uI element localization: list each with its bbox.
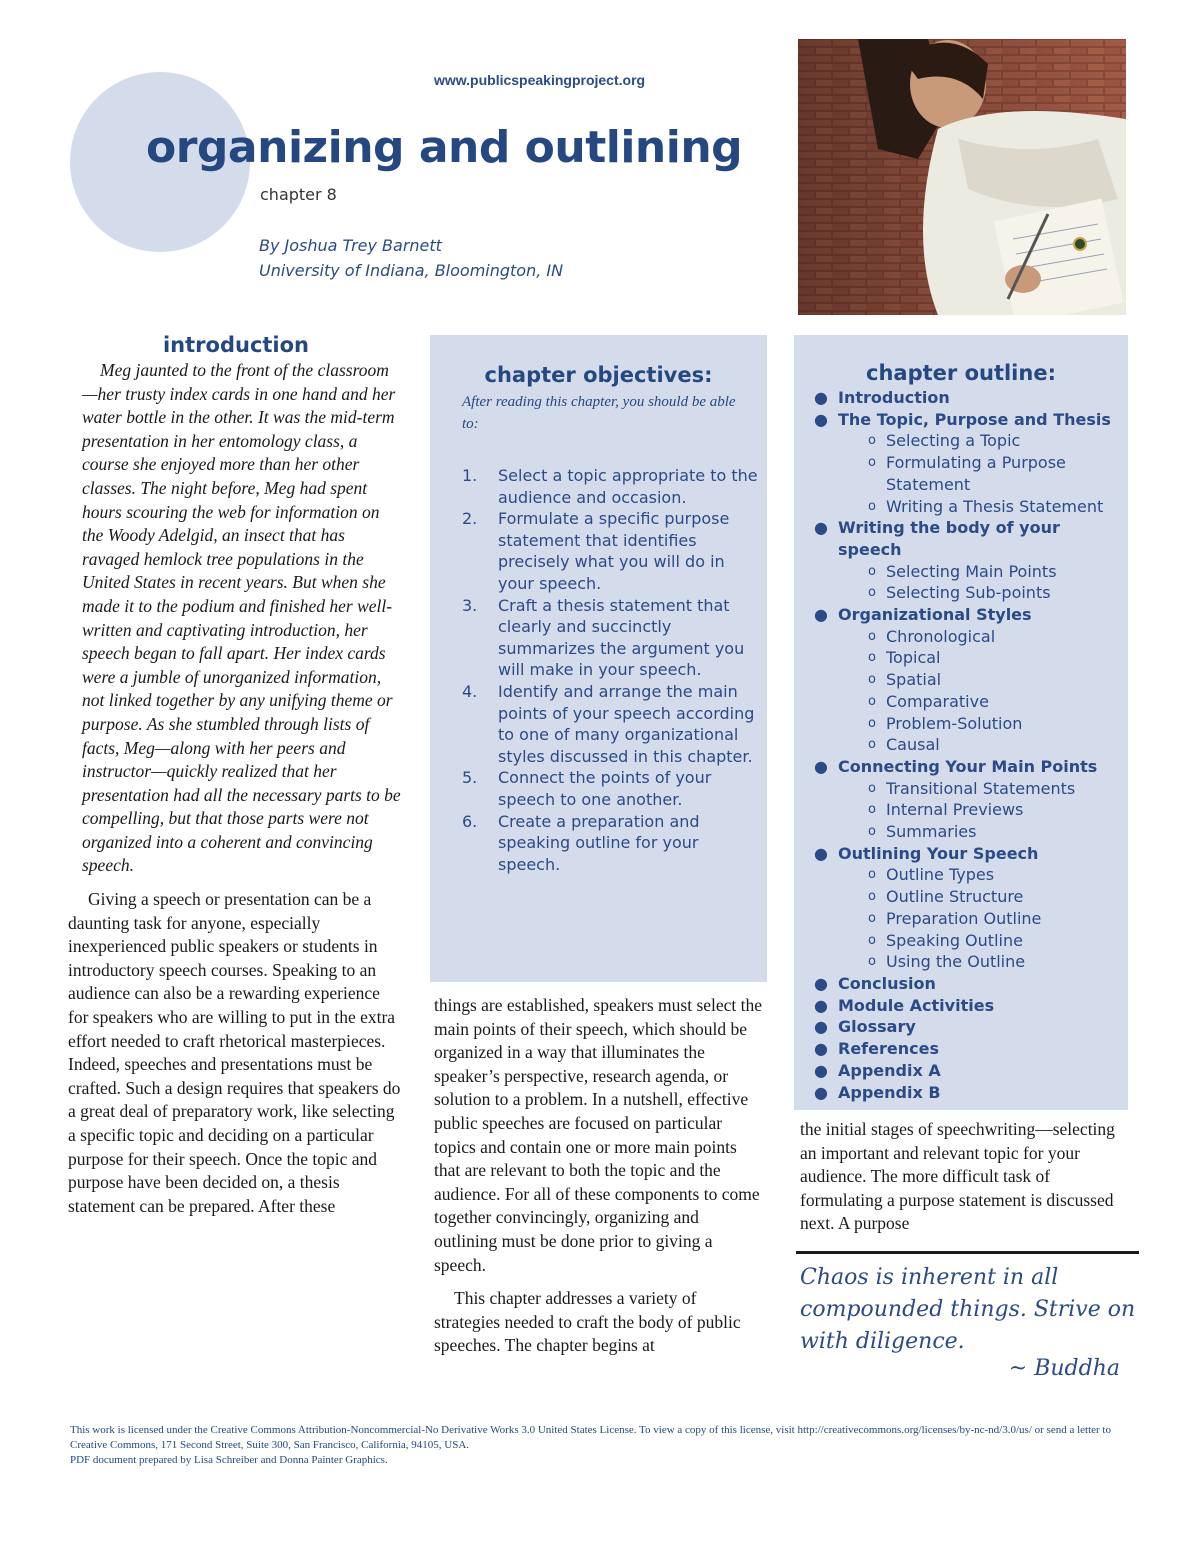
outline-item-label: Glossary bbox=[838, 1017, 916, 1037]
outline-item bbox=[810, 973, 1120, 995]
outline-item bbox=[810, 1060, 1120, 1082]
quote-divider bbox=[796, 1251, 1139, 1254]
objective-text: Select a topic appropriate to the audience and occasion. bbox=[498, 466, 758, 507]
middle-paragraph-1: things are established, speakers must select the main points of their speech, which should be organized in a way that illuminates the speaker’s perspective, research agenda, or solution to a problem. In a nutshell, effective public speeches are focused on particular topics and contain one or more main points that are relevant to both the topic and the audience. For all of these components to come together convincingly, organizing and outlining must be done prior to giving a speech. bbox=[434, 995, 763, 1275]
middle-paragraph-2: This chapter addresses a variety of strategies needed to craft the body of public speeches. The chapter begins at bbox=[434, 1288, 741, 1356]
outline-sublist bbox=[838, 430, 1120, 517]
outline-list bbox=[810, 387, 1120, 1103]
objectives-list bbox=[462, 465, 762, 875]
objective-item bbox=[462, 767, 762, 810]
objective-number: 1. bbox=[462, 466, 478, 485]
outline-item-label: Introduction bbox=[838, 388, 950, 407]
outline-subitem bbox=[838, 821, 1120, 843]
outline-item-label: Organizational Styles bbox=[838, 605, 1032, 625]
sub-bullet-icon: o bbox=[868, 628, 876, 644]
sub-bullet-icon: o bbox=[868, 889, 876, 905]
objective-text: Formulate a specific purpose statement that identifies precisely what you will do in your speech. bbox=[498, 509, 730, 593]
sub-bullet-icon: o bbox=[868, 563, 876, 579]
sub-bullet-icon: o bbox=[868, 585, 876, 601]
bullet-icon: ● bbox=[814, 995, 828, 1015]
outline-item-label: Appendix B bbox=[838, 1082, 941, 1102]
outline-subitem-label: Transitional Statements bbox=[886, 778, 1076, 798]
outline-item-label: Connecting Your Main Points bbox=[838, 756, 1098, 776]
objective-number: 5. bbox=[462, 768, 478, 788]
objective-text: Identify and arrange the main points of your speech according to one of many organizational styles discussed in this chapter. bbox=[498, 681, 755, 766]
sub-bullet-icon: o bbox=[868, 780, 876, 796]
objective-item bbox=[462, 465, 762, 508]
outline-subitem-label: Problem-Solution bbox=[886, 713, 1023, 733]
outline-subitem-label: Preparation Outline bbox=[886, 908, 1042, 928]
sub-bullet-icon: o bbox=[868, 867, 876, 883]
outline-subitem-label: Selecting Sub-points bbox=[886, 583, 1051, 603]
outline-item bbox=[810, 517, 1120, 604]
bullet-icon: ● bbox=[814, 605, 828, 625]
chapter-objectives-box bbox=[430, 335, 767, 982]
sub-bullet-icon: o bbox=[868, 824, 876, 840]
outline-subitem bbox=[838, 452, 1120, 495]
objective-number: 3. bbox=[462, 595, 478, 615]
outline-subitem-label: Speaking Outline bbox=[886, 930, 1023, 950]
intro-story: Meg jaunted to the front of the classroom—her trusty index cards in one hand and her water bottle in the other. It was the mid-term presentation in her entomology class, a course she enjoyed more than her other classes. The night before, Meg had spent hours scouring the web for information on the Woody Adelgid, an insect that has ravaged hemlock tree populations in the United States in recent years. But when she made it to the podium and finished her well-written and captivating introduction, her speech began to fall apart. Her index cards were a jumble of unorganized information, not linked together by any unifying theme or purpose. As she stumbled through lists of facts, Meg—along with her peers and instructor—quickly realized that her presentation had all the necessary parts to be compelling, but that those parts were not organized into a coherent and convincing speech. bbox=[82, 360, 401, 876]
credit-text: PDF document prepared by Lisa Schreiber and Donna Painter Graphics. bbox=[70, 1454, 388, 1466]
sub-bullet-icon: o bbox=[868, 910, 876, 926]
outline-item bbox=[810, 604, 1120, 756]
outline-item bbox=[810, 387, 1120, 409]
bullet-icon: ● bbox=[814, 1082, 828, 1102]
chapter-number: chapter 8 bbox=[260, 185, 337, 204]
objective-number: 4. bbox=[462, 681, 478, 701]
bullet-icon: ● bbox=[814, 409, 828, 429]
author-name: By Joshua Trey Barnett bbox=[259, 236, 442, 255]
objective-number: 6. bbox=[462, 811, 478, 831]
intro-column bbox=[68, 333, 404, 1218]
objective-text: Craft a thesis statement that clearly and succinctly summarizes the argument you will make in your speech. bbox=[498, 595, 745, 680]
bullet-icon: ● bbox=[814, 1060, 828, 1080]
outline-subitem bbox=[838, 561, 1120, 583]
bullet-icon: ● bbox=[814, 756, 828, 776]
outline-item-label: References bbox=[838, 1039, 939, 1059]
right-column bbox=[800, 1118, 1130, 1236]
outline-sublist bbox=[838, 778, 1120, 843]
outline-subitem-label: Internal Previews bbox=[886, 800, 1024, 820]
website-url[interactable]: www.publicspeakingproject.org bbox=[434, 72, 646, 88]
sub-bullet-icon: o bbox=[868, 932, 876, 948]
outline-subitem-label: Using the Outline bbox=[886, 952, 1026, 972]
sub-bullet-icon: o bbox=[868, 672, 876, 688]
outline-item bbox=[810, 756, 1120, 843]
outline-subitem-label: Topical bbox=[886, 648, 941, 668]
objective-item bbox=[462, 681, 762, 767]
outline-item-label: Appendix A bbox=[838, 1060, 941, 1080]
outline-subitem bbox=[838, 669, 1120, 691]
outline-subitem bbox=[838, 778, 1120, 800]
sub-bullet-icon: o bbox=[868, 650, 876, 666]
outline-subitem-label: Outline Types bbox=[886, 865, 995, 885]
sub-bullet-icon: o bbox=[868, 433, 876, 449]
outline-subitem-label: Writing a Thesis Statement bbox=[886, 496, 1104, 516]
outline-item bbox=[810, 995, 1120, 1017]
right-paragraph: the initial stages of speechwriting—selecting an important and relevant topic for your audience. The more difficult task of formulating a purpose statement is discussed next. A purpose bbox=[800, 1119, 1115, 1234]
bullet-icon: ● bbox=[814, 843, 828, 863]
outline-subitem-label: Summaries bbox=[886, 822, 977, 842]
outline-subitem-label: Chronological bbox=[886, 626, 996, 646]
sub-bullet-icon: o bbox=[868, 498, 876, 514]
outline-heading: chapter outline: bbox=[866, 361, 1056, 385]
outline-item bbox=[810, 1082, 1120, 1104]
outline-subitem bbox=[838, 430, 1120, 452]
footer bbox=[70, 1423, 1130, 1468]
bullet-icon: ● bbox=[814, 518, 828, 538]
license-text: This work is licensed under the Creative Commons Attribution-Noncommercial-No Derivative Works 3.0 United States License. To view a copy of this license, visit http://creativecommons.org/licenses/by-nc-nd/3.0/us/ or send a letter to Creative Commons, 171 Second Street, Suite 300, San Francisco, California, 94105, USA. bbox=[70, 1424, 1111, 1451]
outline-subitem bbox=[838, 908, 1120, 930]
outline-subitem bbox=[838, 799, 1120, 821]
outline-sublist bbox=[838, 626, 1120, 756]
sub-bullet-icon: o bbox=[868, 715, 876, 731]
outline-subitem bbox=[838, 496, 1120, 518]
author-block bbox=[259, 233, 563, 283]
outline-subitem bbox=[838, 691, 1120, 713]
objective-number: 2. bbox=[462, 509, 478, 529]
outline-item-label: Conclusion bbox=[838, 973, 936, 993]
woman-writing-photo bbox=[798, 39, 1126, 315]
sub-bullet-icon: o bbox=[868, 693, 876, 709]
outline-subitem bbox=[838, 713, 1120, 735]
outline-subitem-label: Formulating a Purpose Statement bbox=[886, 453, 1066, 494]
outline-item-label: The Topic, Purpose and Thesis bbox=[838, 409, 1111, 429]
quote-text: Chaos is inherent in all compounded things. Strive on with diligence. bbox=[800, 1265, 1136, 1354]
objective-text: Create a preparation and speaking outline for your speech. bbox=[498, 811, 700, 874]
outline-item bbox=[810, 1038, 1120, 1060]
outline-subitem bbox=[838, 930, 1120, 952]
outline-subitem bbox=[838, 886, 1120, 908]
outline-item bbox=[810, 409, 1120, 518]
outline-subitem bbox=[838, 582, 1120, 604]
outline-subitem-label: Selecting a Topic bbox=[886, 431, 1021, 451]
page-title: organizing and outlining bbox=[146, 122, 743, 173]
outline-item-label: Writing the body of your speech bbox=[838, 518, 1060, 559]
outline-sublist bbox=[838, 561, 1120, 604]
outline-item bbox=[810, 843, 1120, 973]
outline-sublist bbox=[838, 864, 1120, 973]
sub-bullet-icon: o bbox=[868, 455, 876, 471]
outline-item-label: Module Activities bbox=[838, 995, 995, 1015]
objectives-heading: chapter objectives: bbox=[484, 363, 713, 387]
outline-subitem bbox=[838, 734, 1120, 756]
intro-heading: introduction bbox=[162, 333, 309, 357]
objectives-subheading: After reading this chapter, you should be able to: bbox=[462, 394, 736, 432]
sub-bullet-icon: o bbox=[868, 802, 876, 818]
outline-subitem-label: Comparative bbox=[886, 691, 989, 711]
author-affiliation: University of Indiana, Bloomington, IN bbox=[259, 261, 564, 280]
outline-subitem bbox=[838, 951, 1120, 973]
quote-attribution: ~ Buddha bbox=[1008, 1356, 1120, 1381]
outline-subitem bbox=[838, 626, 1120, 648]
objective-item bbox=[462, 811, 762, 876]
outline-subitem-label: Selecting Main Points bbox=[886, 561, 1057, 581]
middle-column bbox=[434, 994, 764, 1358]
sub-bullet-icon: o bbox=[868, 737, 876, 753]
intro-paragraph: Giving a speech or presentation can be a daunting task for anyone, especially inexperienced public speakers or students in introductory speech courses. Speaking to an audience can also be a rewarding experience for speakers who are willing to put in the extra effort needed to craft rhetorical masterpieces. Indeed, speeches and presentations must be crafted. Such a design requires that speakers do a great deal of preparatory work, like selecting a specific topic and deciding on a particular purpose for their speech. Once the topic and purpose have been decided on, a thesis statement can be prepared. After these bbox=[68, 889, 401, 1216]
outline-subitem bbox=[838, 864, 1120, 886]
sub-bullet-icon: o bbox=[868, 954, 876, 970]
bullet-icon: ● bbox=[814, 1017, 828, 1037]
outline-subitem bbox=[838, 647, 1120, 669]
chapter-outline-box bbox=[794, 335, 1128, 1110]
outline-subitem-label: Spatial bbox=[886, 670, 942, 690]
outline-subitem-label: Causal bbox=[886, 735, 940, 755]
objective-text: Connect the points of your speech to one another. bbox=[498, 768, 712, 809]
outline-item bbox=[810, 1016, 1120, 1038]
objective-item bbox=[462, 508, 762, 594]
bullet-icon: ● bbox=[814, 388, 828, 407]
outline-item-label: Outlining Your Speech bbox=[838, 843, 1039, 863]
bullet-icon: ● bbox=[814, 973, 828, 993]
outline-subitem-label: Outline Structure bbox=[886, 887, 1024, 907]
objective-item bbox=[462, 595, 762, 681]
bullet-icon: ● bbox=[814, 1039, 828, 1059]
